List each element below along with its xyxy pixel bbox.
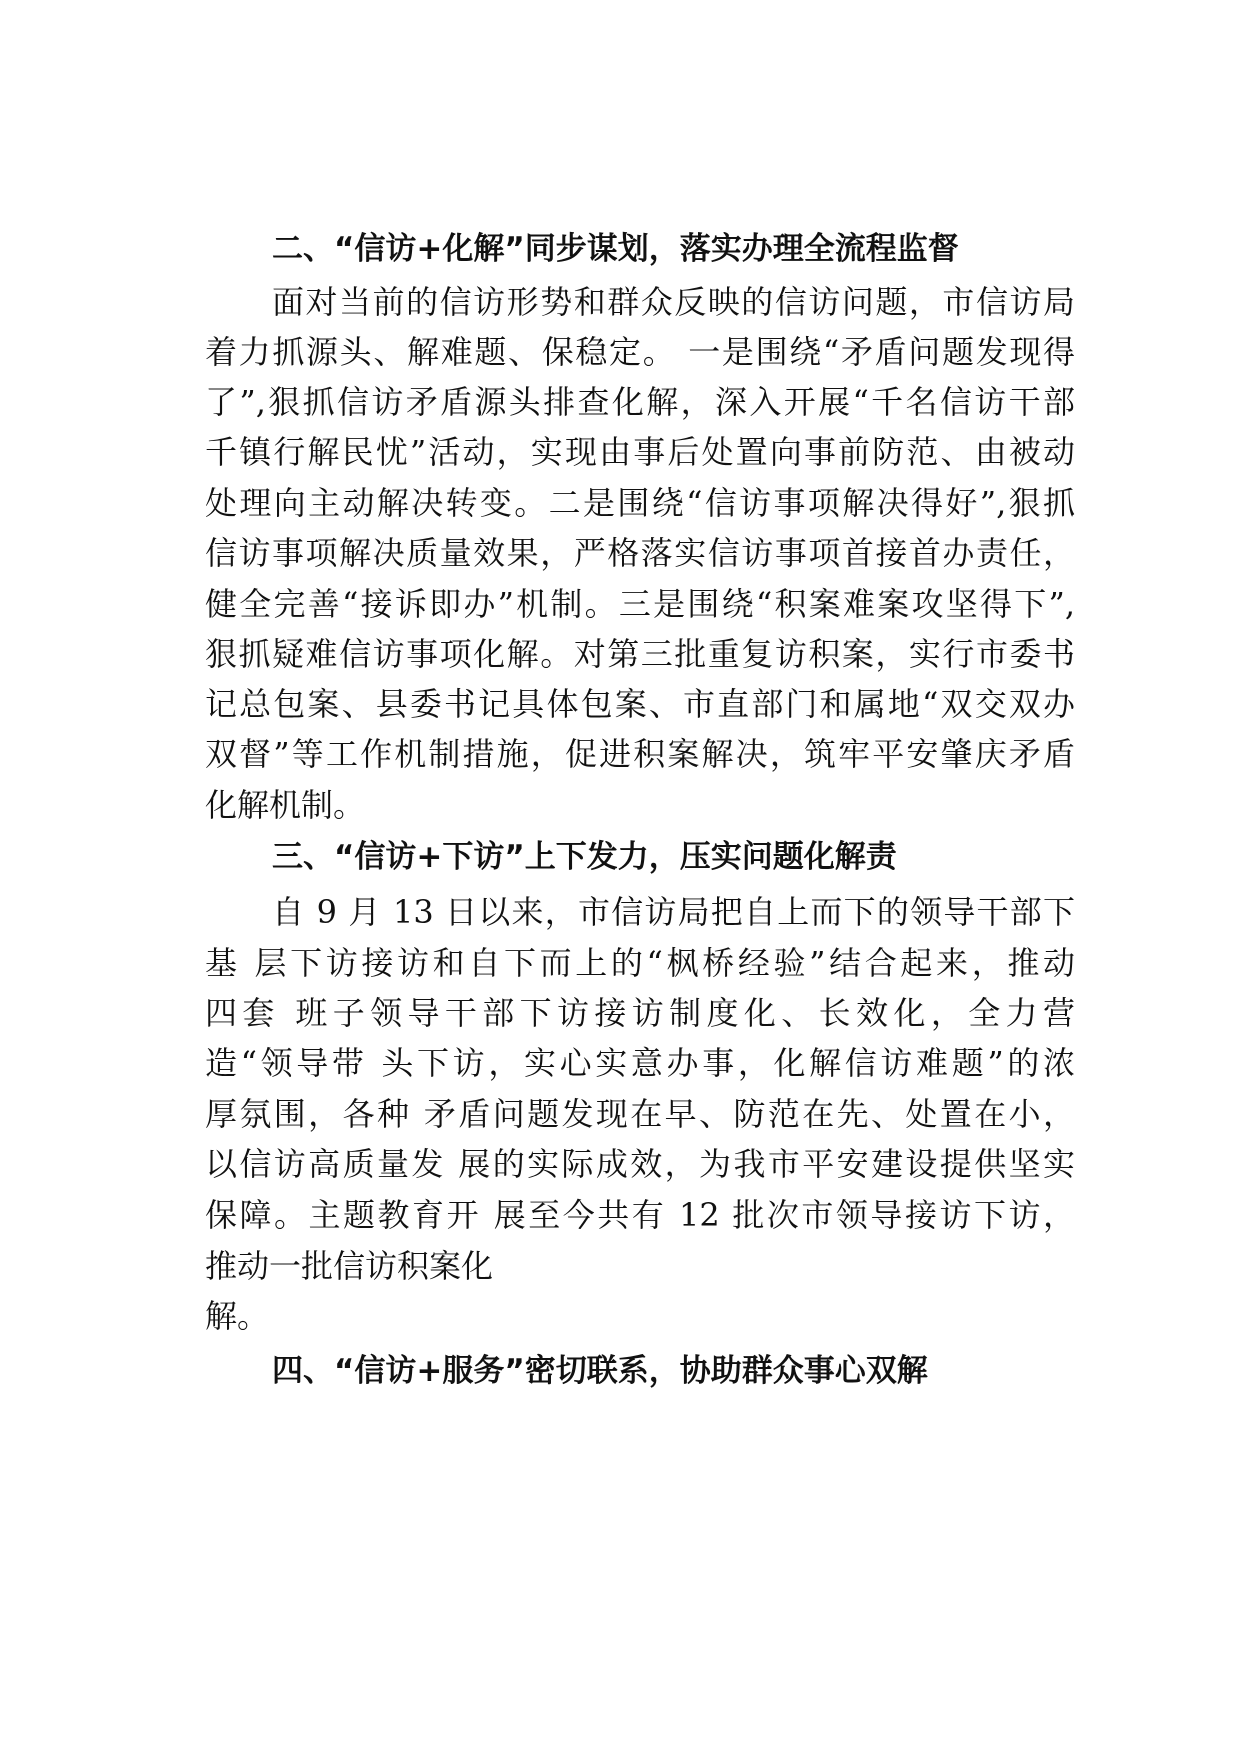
section-4-heading: 四、“信访+服务”密切联系，协助群众事心双解 <box>272 1353 928 1389</box>
section-2-paragraph-line: 健全完善“接诉即办”机制。三是围绕“积案难案攻坚得下”, <box>205 585 1075 623</box>
section-2-paragraph-line: 了”,狠抓信访矛盾源头排查化解，深入开展“千名信访干部 <box>205 383 1075 421</box>
section-2-paragraph-line: 双督”等工作机制措施，促进积案解决，筑牢平安肇庆矛盾 <box>205 735 1075 773</box>
section-2-paragraph-line: 面对当前的信访形势和群众反映的信访问题，市信访局 <box>272 283 1075 321</box>
section-2-paragraph-line: 化解机制。 <box>205 786 366 824</box>
section-3-paragraph-line: 推动一批信访积案化 <box>205 1247 494 1285</box>
section-2-paragraph-line: 千镇行解民忧”活动，实现由事后处置向事前防范、由被动 <box>205 433 1075 471</box>
section-3-paragraph-line: 基 层下访接访和自下而上的“枫桥经验”结合起来，推动 <box>205 944 1075 982</box>
section-2-paragraph-line: 狠抓疑难信访事项化解。对第三批重复访积案，实行市委书 <box>205 635 1075 673</box>
section-2-paragraph-line: 着力抓源头、解难题、保稳定。 一是围绕“矛盾问题发现得 <box>205 333 1075 371</box>
section-3-paragraph-line: 保障。主题教育开 展至今共有 12 批次市领导接访下访， <box>205 1196 1075 1234</box>
section-2-paragraph-line: 信访事项解决质量效果，严格落实信访事项首接首办责任， <box>205 534 1075 572</box>
section-3-paragraph-line: 四套 班子领导干部下访接访制度化、长效化，全力营 <box>205 994 1075 1032</box>
section-3-paragraph-line: 自 9 月 13 日以来，市信访局把自上而下的领导干部下 <box>272 893 1075 931</box>
section-2-paragraph-line: 记总包案、县委书记具体包案、市直部门和属地“双交双办 <box>205 685 1075 723</box>
section-3-heading: 三、“信访+下访”上下发力，压实问题化解责 <box>272 839 897 875</box>
section-3-paragraph-line: 造“领导带 头下访，实心实意办事，化解信访难题”的浓 <box>205 1044 1075 1082</box>
section-2-paragraph-line: 处理向主动解决转变。二是围绕“信访事项解决得好”,狠抓 <box>205 484 1075 522</box>
section-2-heading: 二、“信访+化解”同步谋划，落实办理全流程监督 <box>272 231 959 267</box>
section-3-paragraph-line: 解。 <box>205 1297 270 1335</box>
section-3-paragraph-line: 以信访高质量发 展的实际成效，为我市平安建设提供坚实 <box>205 1145 1075 1183</box>
section-3-paragraph-line: 厚氛围，各种 矛盾问题发现在早、防范在先、处置在小， <box>205 1095 1075 1133</box>
